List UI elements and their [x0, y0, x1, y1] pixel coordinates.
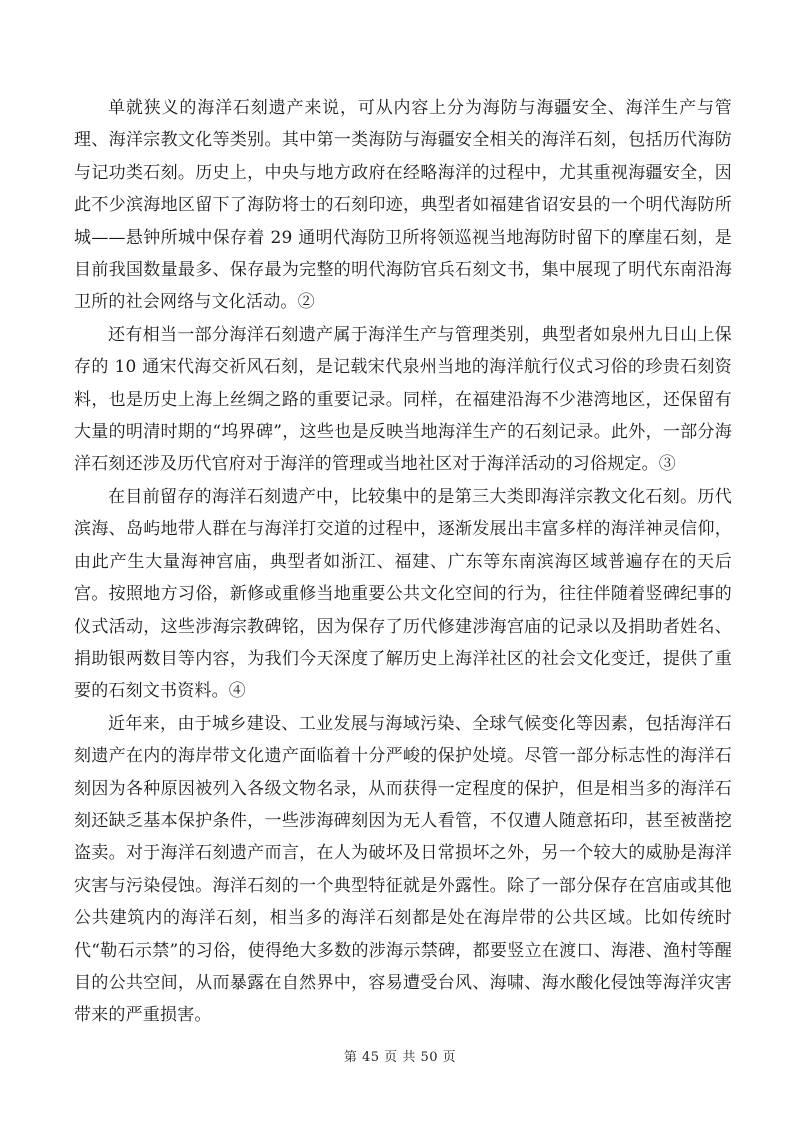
- paragraph-3: 在目前留存的海洋石刻遗产中，比较集中的是第三大类即海洋宗教文化石刻。历代滨海、岛屿地带人群在与海洋打交道的过程中，逐渐发展出丰富多样的海洋神灵信仰，由此产生大量海神宫庙，典型者如浙江、福建、广东等东南滨海区域普遍存在的天后宫。按照地方习俗，新修或重修当地重要公共文化空间的行为，往往伴随着竖碑纪事的仪式活动，这些涉海宗教碑铭，因为保存了历代修建涉海宫庙的记录以及捐助者姓名、捐助银两数目等内容，为我们今天深度了解历史上海洋社区的社会文化变迁，提供了重要的石刻文书资料。④: [74, 486, 732, 702]
- paragraph-4: 近年来，由于城乡建设、工业发展与海域污染、全球气候变化等因素，包括海洋石刻遗产在内的海岸带文化遗产面临着十分严峻的保护处境。尽管一部分标志性的海洋石刻因为各种原因被列入各级文物名录，从而获得一定程度的保护，但是相当多的海洋石刻还缺乏基本保护条件，一些涉海碑刻因为无人看管，不仅遭人随意拓印，甚至被凿挖盗卖。对于海洋石刻遗产而言，在人为破坏及日常损坏之外，另一个较大的威胁是海洋灾害与污染侵蚀。海洋石刻的一个典型特征就是外露性。除了一部分保存在宫庙或其他公共建筑内的海洋石刻，相当多的海洋石刻都是处在海岸带的公共区域。比如传统时代“勒石示禁”的习俗，使得绝大多数的涉海示禁碑，都要竖立在渡口、海港、渔村等醒目的公共空间，从而暴露在自然界中，容易遭受台风、海啸、海水酸化侵蚀等海洋灾害带来的严重损害。: [74, 713, 732, 1026]
- document-body: [74, 92, 732, 1032]
- paragraph-1: 单就狭义的海洋石刻遗产来说，可从内容上分为海防与海疆安全、海洋生产与管理、海洋宗教文化等类别。其中第一类海防与海疆安全相关的海洋石刻，包括历代海防与记功类石刻。历史上，中央与地方政府在经略海洋的过程中，尤其重视海疆安全，因此不少滨海地区留下了海防将士的石刻印迹，典型者如福建省诏安县的一个明代海防所城——悬钟所城中保存着 29 通明代海防卫所将领巡视当地海防时留下的摩崖石刻，是目前我国数量最多、保存最为完整的明代海防官兵石刻文书，集中展现了明代东南沿海卫所的社会网络与文化活动。②: [74, 98, 732, 313]
- paragraph-2: 还有相当一部分海洋石刻遗产属于海洋生产与管理类别，典型者如泉州九日山上保存的 10 通宋代海交祈风石刻，是记载宋代泉州当地的海洋航行仪式习俗的珍贵石刻资料，也是历史上海上丝绸之路的重要记录。同样，在福建沿海不少港湾地区，还保留有大量的明清时期的“坞界碑”，这些也是反映当地海洋生产的石刻记录。此外，一部分海洋石刻还涉及历代官府对于海洋的管理或当地社区对于海洋活动的习俗规定。③: [74, 324, 732, 475]
- page-number-footer: 第 45 页 共 50 页: [343, 1050, 457, 1065]
